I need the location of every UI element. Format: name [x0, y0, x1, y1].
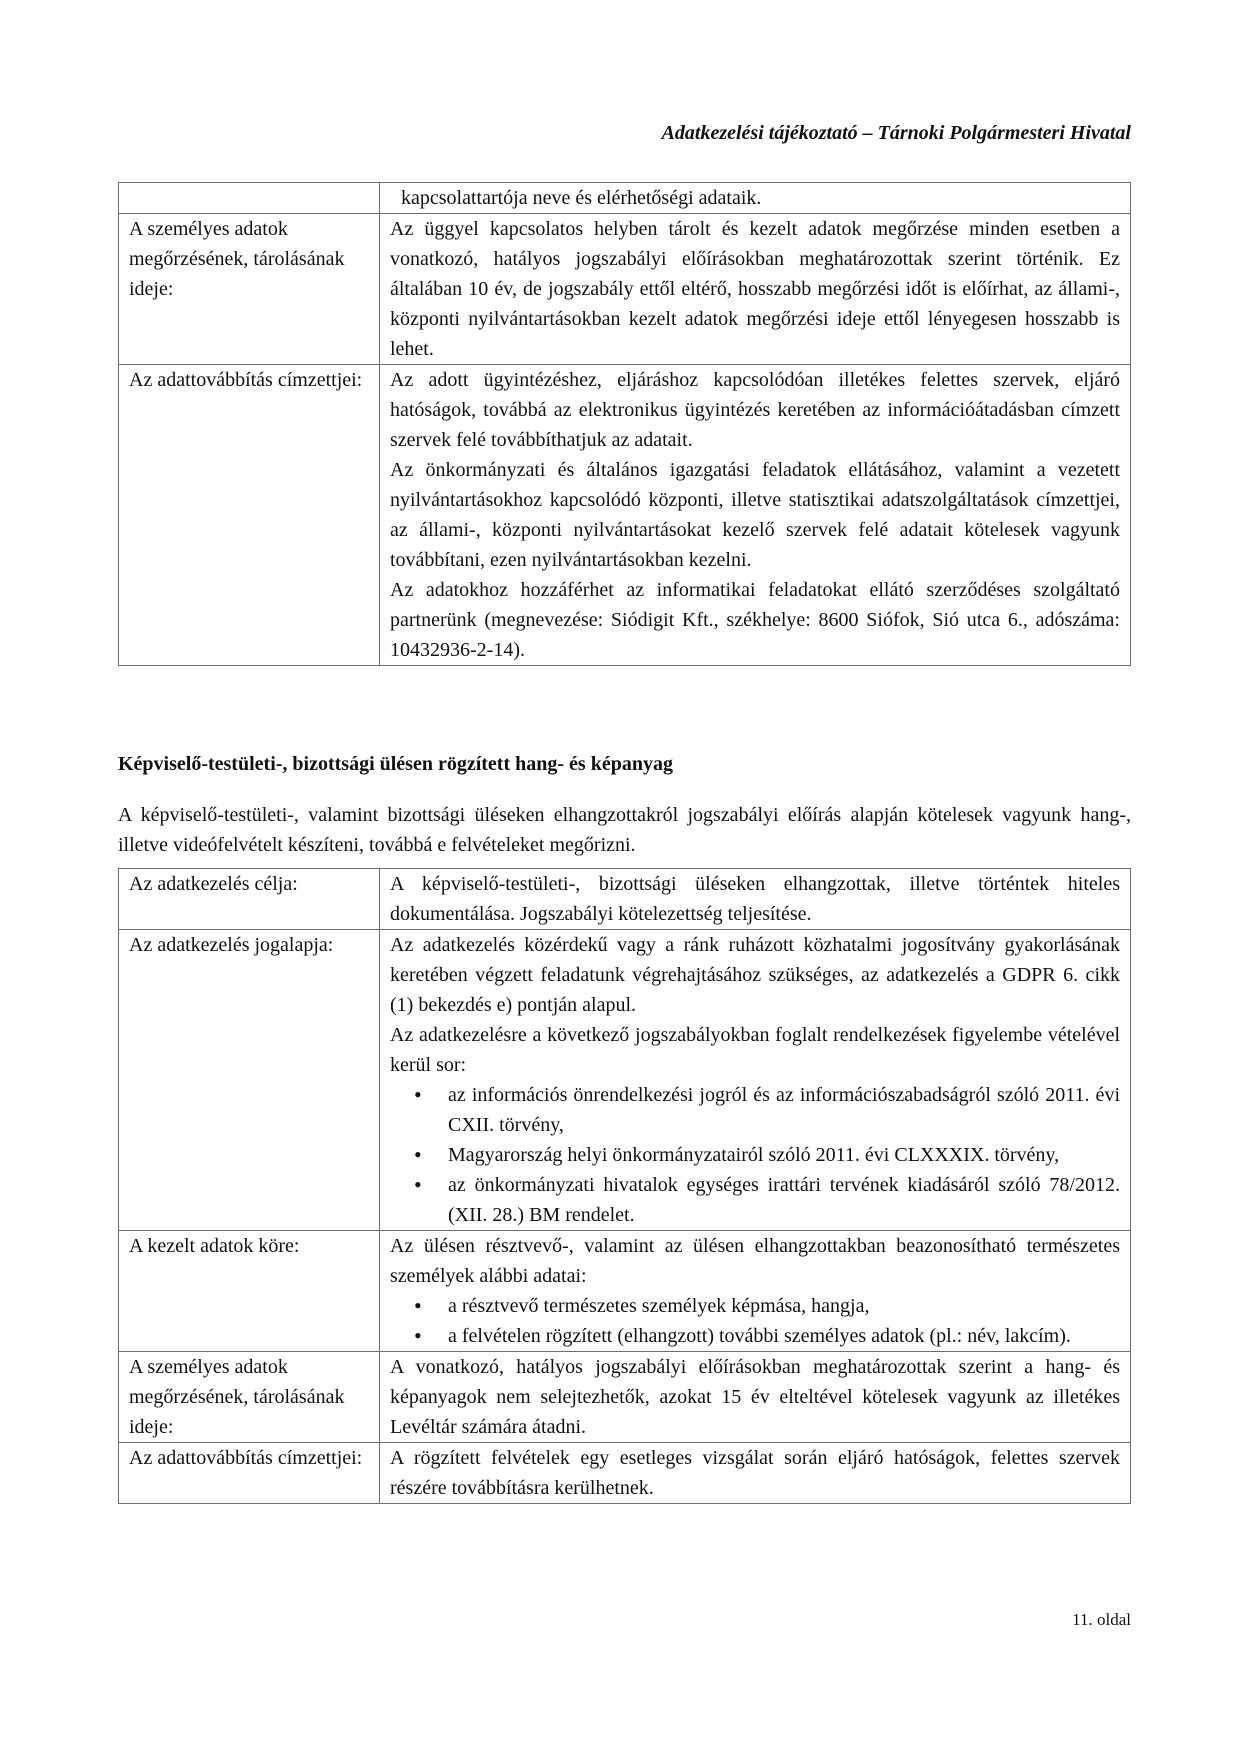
table-row: [119, 1352, 1131, 1443]
paragraph: Az adatokhoz hozzáférhet az informatikai feladatokat ellátó szerződéses szolgáltató partnerünk (megnevezése: Siódigit Kft., székhelye: 8600 Siófok, Sió utca 6., adószáma: 10432936-2-14).: [390, 579, 1120, 661]
row-value: [380, 1443, 1131, 1504]
row-label: A kezelt adatok köre:: [119, 1231, 380, 1352]
row-value: [380, 183, 1131, 214]
table-row: [119, 214, 1131, 365]
paragraph: Az üggyel kapcsolatos helyben tárolt és kezelt adatok megőrzése minden esetben a vonatkozó, hatályos jogszabályi előírásokban meghatározottak szerint történik. Ez általában 10 év, de jogszabály ettől eltérő, hosszabb megőrzési időt is előírhat, az állami-, központi nyilvántartásokban kezelt adatok megőrzési ideje ettől lényegesen hosszabb is lehet.: [390, 218, 1120, 360]
row-label: Az adatkezelés jogalapja:: [119, 930, 380, 1231]
paragraph: Az adatkezelés közérdekű vagy a ránk ruházott közhatalmi jogosítvány gyakorlásának keretében végzett feladatunk végrehajtásához szükséges, az adatkezelés a GDPR 6. cikk (1) bekezdés e) pontján alapul.: [390, 934, 1120, 1016]
data-table-1: [118, 182, 1131, 666]
row-label: Az adatkezelés célja:: [119, 869, 380, 930]
document-header: Adatkezelési tájékoztató – Tárnoki Polgármesteri Hivatal: [661, 122, 1131, 144]
row-label: Az adattovábbítás címzettjei:: [119, 1443, 380, 1504]
bullet-item: • Magyarország helyi önkormányzatairól szóló 2011. évi CLXXXIX. törvény,: [448, 1140, 1120, 1170]
bullet-item: • a résztvevő természetes személyek képmása, hangja,: [448, 1291, 1120, 1321]
paragraph: Az adott ügyintézéshez, eljáráshoz kapcsolódóan illetékes felettes szervek, eljáró hatóságok, továbbá az elektronikus ügyintézés keretében az információátadásban címzett szervek felé továbbíthatjuk az adatait.: [390, 369, 1120, 451]
paragraph: kapcsolattartója neve és elérhetőségi adataik.: [401, 187, 762, 209]
section-heading: Képviselő-testületi-, bizottsági ülésen rögzített hang- és képanyag: [118, 753, 673, 775]
row-value: [380, 365, 1131, 666]
paragraph: Az ülésen résztvevő-, valamint az ülésen elhangzottakban beazonosítható természetes személyek alábbi adatai:: [390, 1235, 1120, 1287]
table-row: [119, 930, 1131, 1231]
row-label: A személyes adatok megőrzésének, tárolásának ideje:: [119, 1352, 380, 1443]
page-number: 11. oldal: [1072, 1610, 1131, 1629]
paragraph: Az önkormányzati és általános igazgatási feladatok ellátásához, valamint a vezetett nyilvántartásokhoz kapcsolódó központi, illetve statisztikai adatszolgáltatások címzettjei, az állami-, központi nyilvántartásokat kezelő szervek felé adatait kötelesek vagyunk továbbítani, ezen nyilvántartásokban kezelni.: [390, 459, 1120, 571]
row-value: [380, 1352, 1131, 1443]
row-label: Az adattovábbítás címzettjei:: [119, 365, 380, 666]
paragraph: A rögzített felvételek egy esetleges vizsgálat során eljáró hatóságok, felettes szervek részére továbbításra kerülhetnek.: [390, 1447, 1120, 1499]
table-row: [119, 183, 1131, 214]
bullet-item: • az információs önrendelkezési jogról és az információszabadságról szóló 2011. évi CXII. törvény,: [448, 1080, 1120, 1140]
section-intro: A képviselő-testületi-, valamint bizottsági üléseken elhangzottakról jogszabályi előírás alapján kötelesek vagyunk hang-, illetve videófelvételt készíteni, továbbá e felvételeket megőrizni.: [118, 804, 1131, 856]
bullet-item: • az önkormányzati hivatalok egységes irattári tervének kiadásáról szóló 78/2012. (XII. 28.) BM rendelet.: [448, 1170, 1120, 1230]
row-label: A személyes adatok megőrzésének, tárolásának ideje:: [119, 214, 380, 365]
row-value: [380, 930, 1131, 1231]
table-row: [119, 1231, 1131, 1352]
row-label: [119, 183, 380, 214]
paragraph: A vonatkozó, hatályos jogszabályi előírásokban meghatározottak szerint a hang- és képanyagok nem selejtezhetők, azokat 15 év elteltével kötelesek vagyunk az illetékes Levéltár számára átadni.: [390, 1356, 1120, 1438]
row-value: [380, 869, 1131, 930]
paragraph: Az adatkezelésre a következő jogszabályokban foglalt rendelkezések figyelembe vételével kerül sor:: [390, 1024, 1120, 1076]
bullet-list: [390, 1080, 1120, 1230]
row-value: [380, 1231, 1131, 1352]
row-value: [380, 214, 1131, 365]
bullet-list: [390, 1291, 1120, 1351]
bullet-item: • a felvételen rögzített (elhangzott) további személyes adatok (pl.: név, lakcím).: [448, 1321, 1120, 1351]
table-row: [119, 365, 1131, 666]
table-row: [119, 869, 1131, 930]
data-table-2: [118, 868, 1131, 1504]
table-row: [119, 1443, 1131, 1504]
paragraph: A képviselő-testületi-, bizottsági üléseken elhangzottak, illetve történtek hiteles dokumentálása. Jogszabályi kötelezettség teljesítése.: [390, 873, 1120, 925]
